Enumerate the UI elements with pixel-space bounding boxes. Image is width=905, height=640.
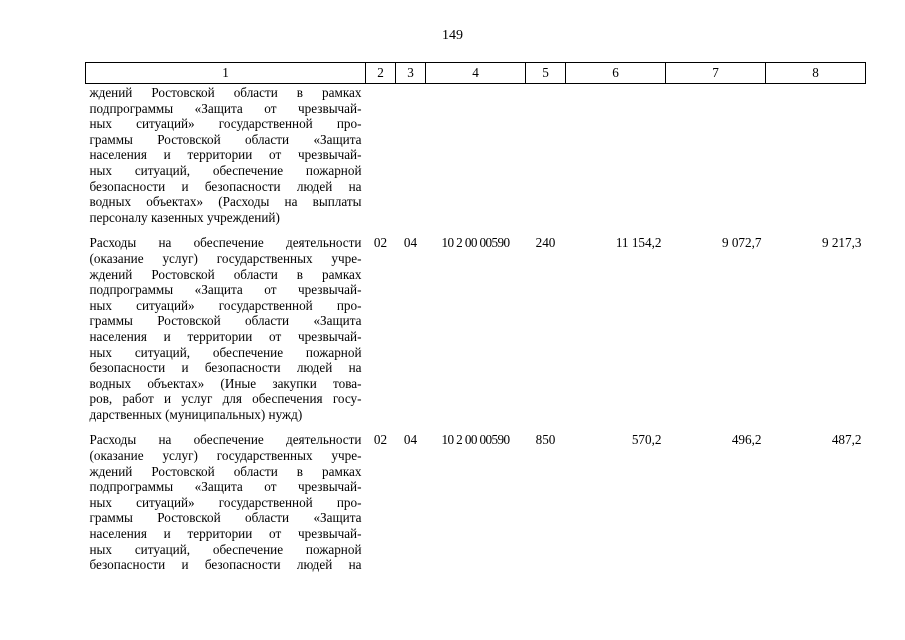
row-section-code: 02 [373, 235, 388, 251]
row-amount-year-2 [666, 84, 766, 234]
description-line: безопасности и безопасности людей на [89, 557, 362, 573]
description-line: ных ситуаций» государственной про- [89, 297, 362, 313]
row-description [86, 233, 366, 430]
page-number: 149 [442, 28, 463, 43]
row-amount-year-1 [566, 84, 666, 234]
row-amount-year-1: 570,2 [631, 432, 662, 448]
row-expense-type-code: 850 [535, 432, 556, 448]
description-line: ждений Ростовской области в рамках [89, 463, 362, 479]
description-line: населения и территории от чрезвычай- [89, 328, 362, 344]
table-header-row [86, 63, 866, 84]
description-line: Расходы на обеспечение деятельности [89, 235, 362, 251]
row-amount-year-1: 11 154,2 [615, 235, 662, 251]
description-line: ных ситуаций» государственной про- [89, 494, 362, 510]
row-section-code [366, 84, 396, 234]
description-line: Расходы на обеспечение деятельности [89, 432, 362, 448]
description-line: (оказание услуг) государственных учре- [89, 448, 362, 464]
description-line: населения и территории от чрезвычай- [89, 526, 362, 542]
row-amount-year-2: 9 072,7 [721, 235, 762, 251]
header-col-3: 3 [396, 63, 426, 84]
row-subsection-code: 04 [403, 235, 418, 251]
row-section-code: 02 [373, 432, 388, 448]
description-line: ждений Ростовской области в рамках [89, 85, 362, 100]
description-line: подпрограммы «Защита от чрезвычай- [89, 479, 362, 495]
description-line: ров, работ и услуг для обеспечения госу- [89, 391, 362, 407]
description-line: водных объектах» (Иные закупки това- [89, 375, 362, 391]
row-description [86, 84, 366, 234]
row-target-article-code: 10 2 00 00590 [441, 235, 510, 251]
row-amount-year-3: 487,2 [831, 432, 862, 448]
row-amount-year-3: 9 217,3 [821, 235, 862, 251]
description-line: водных объектах» (Расходы на выплаты [89, 194, 362, 210]
description-line: граммы Ростовской области «Защита [89, 313, 362, 329]
row-subsection-code [396, 84, 426, 234]
header-col-4: 4 [426, 63, 526, 84]
description-line: ждений Ростовской области в рамках [89, 266, 362, 282]
row-target-article-code [426, 84, 526, 234]
description-line: населения и территории от чрезвычай- [89, 147, 362, 163]
header-col-2: 2 [366, 63, 396, 84]
description-line: ных ситуаций, обеспечение пожарной [89, 541, 362, 557]
description-line: безопасности и безопасности людей на [89, 178, 362, 194]
row-expense-type-code [526, 84, 566, 234]
table-body [86, 84, 866, 581]
row-target-article-code: 10 2 00 00590 [441, 432, 510, 448]
header-col-8: 8 [766, 63, 866, 84]
header-col-1: 1 [86, 63, 366, 84]
table-row [86, 233, 866, 430]
description-line: ных ситуаций, обеспечение пожарной [89, 162, 362, 178]
description-line: безопасности и безопасности людей на [89, 360, 362, 376]
row-expense-type-code: 240 [535, 235, 556, 251]
row-description [86, 430, 366, 580]
table-row [86, 430, 866, 580]
description-line: ных ситуаций» государственной про- [89, 116, 362, 132]
row-amount-year-2: 496,2 [731, 432, 762, 448]
budget-table [85, 62, 866, 581]
header-col-5: 5 [526, 63, 566, 84]
row-amount-year-3 [766, 84, 866, 234]
description-line: граммы Ростовской области «Защита [89, 510, 362, 526]
table-row [86, 84, 866, 234]
description-line: граммы Ростовской области «Защита [89, 131, 362, 147]
header-col-7: 7 [666, 63, 766, 84]
description-line: (оказание услуг) государственных учре- [89, 250, 362, 266]
description-line: подпрограммы «Защита от чрезвычай- [89, 282, 362, 298]
row-subsection-code: 04 [403, 432, 418, 448]
header-col-6: 6 [566, 63, 666, 84]
description-line: дарственных (муниципальных) нужд) [89, 406, 303, 422]
description-line: ных ситуаций, обеспечение пожарной [89, 344, 362, 360]
description-line: персоналу казенных учреждений) [89, 209, 280, 225]
description-line: подпрограммы «Защита от чрезвычай- [89, 100, 362, 116]
